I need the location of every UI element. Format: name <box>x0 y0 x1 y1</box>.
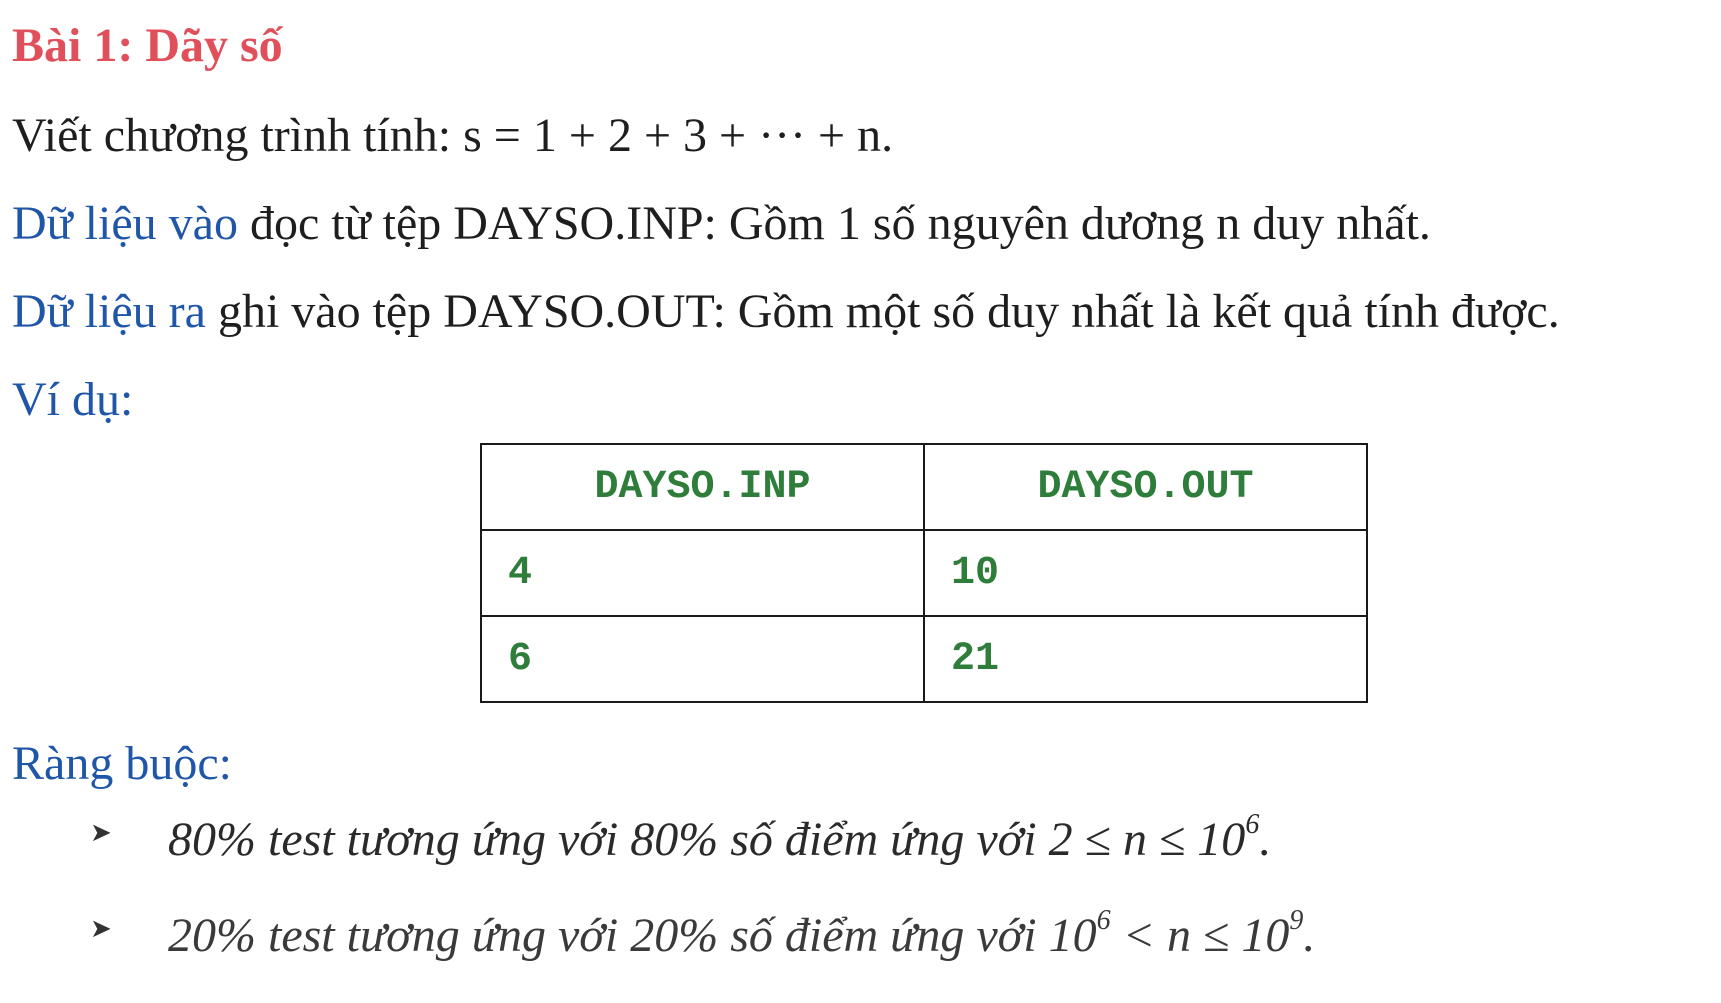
arrow-bullet-icon: ➤ <box>90 914 112 943</box>
constraint-item <box>168 905 1316 964</box>
constraint-text: 80% test tương ứng với 80% số điểm ứng với 2 ≤ n ≤ 10 <box>168 813 1246 866</box>
arrow-bullet-icon: ➤ <box>90 818 112 847</box>
task-statement <box>12 108 893 164</box>
constraint-text: < n ≤ 10 <box>1110 909 1290 962</box>
input-text: đọc từ tệp DAYSO.INP: Gồm 1 số nguyên dương n duy nhất. <box>237 197 1431 250</box>
table-cell-output: 10 <box>924 530 1367 616</box>
table-row <box>481 530 1367 616</box>
constraints-label: Ràng buộc: <box>12 737 232 790</box>
table-cell-input: 6 <box>481 616 924 702</box>
table-header-input: DAYSO.INP <box>481 444 924 530</box>
table-cell-input: 4 <box>481 530 924 616</box>
example-table <box>480 443 1368 703</box>
table-cell-output: 21 <box>924 616 1367 702</box>
constraint-suffix: . <box>1259 813 1272 866</box>
table-row <box>481 616 1367 702</box>
input-label: Dữ liệu vào <box>12 197 238 250</box>
constraint-suffix: . <box>1303 909 1316 962</box>
output-label: Dữ liệu ra <box>12 285 206 338</box>
input-spec <box>12 196 1431 252</box>
constraint-exponent: 6 <box>1245 809 1260 840</box>
constraint-exponent: 9 <box>1289 905 1304 936</box>
task-formula: s = 1 + 2 + 3 + ··· + n. <box>463 109 894 162</box>
output-text: ghi vào tệp DAYSO.OUT: Gồm một số duy nhất là kết quả tính được. <box>205 285 1560 338</box>
problem-title: Bài 1: Dãy số <box>12 19 283 72</box>
example-label: Ví dụ: <box>12 373 134 426</box>
output-spec <box>12 284 1560 340</box>
table-header-row <box>481 444 1367 530</box>
table-header-output: DAYSO.OUT <box>924 444 1367 530</box>
task-prefix: Viết chương trình tính: <box>12 109 464 162</box>
constraint-exponent: 6 <box>1096 905 1111 936</box>
constraint-item <box>168 809 1272 868</box>
constraint-text: 20% test tương ứng với 20% số điểm ứng với 10 <box>168 909 1097 962</box>
